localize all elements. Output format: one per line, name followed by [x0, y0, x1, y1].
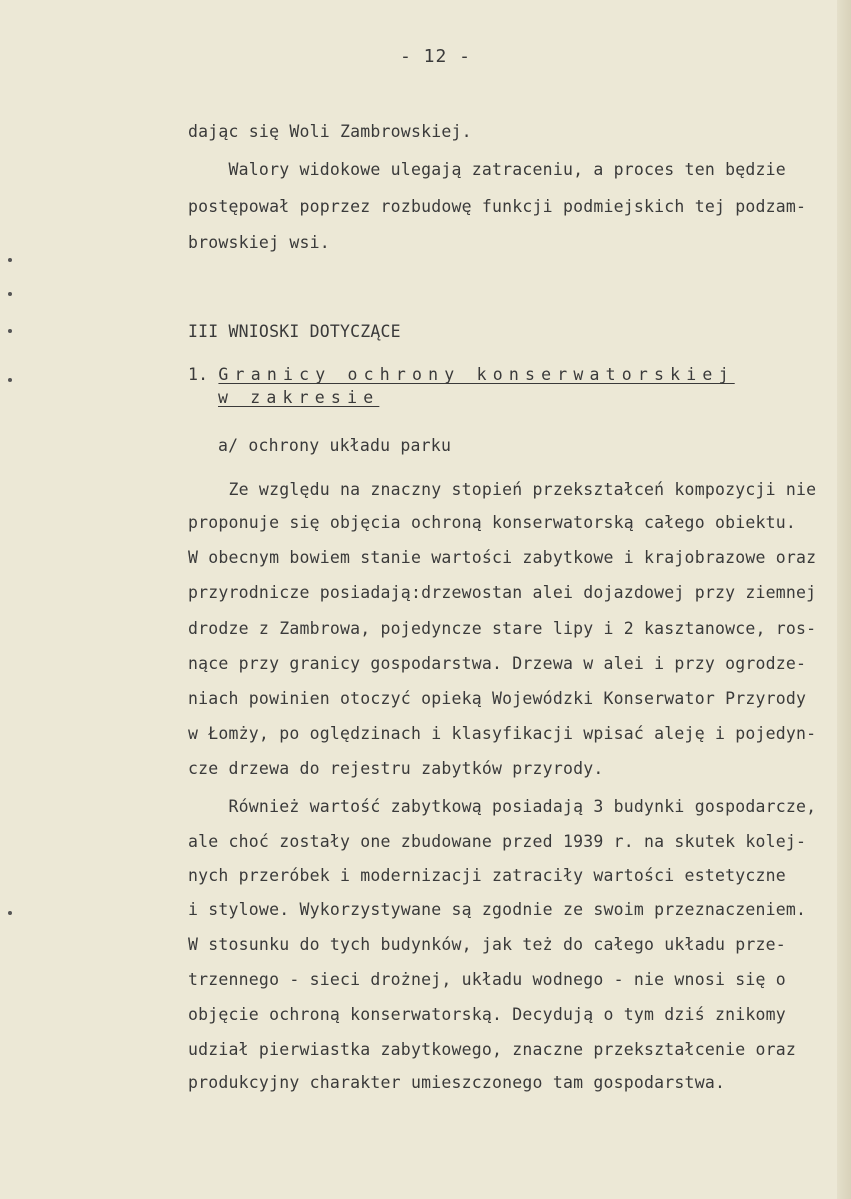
subsection-title-line2: w zakresie: [218, 388, 380, 407]
text-line: Również wartość zabytkową posiadają 3 budynki gospodarcze,: [188, 797, 817, 816]
text-line: objęcie ochroną konserwatorską. Decydują o tym dziś znikomy: [188, 1005, 786, 1024]
punch-mark: [8, 292, 12, 296]
page-number: - 12 -: [400, 46, 472, 67]
text-line: nące przy granicy gospodarstwa. Drzewa w alei i przy ogrodze-: [188, 654, 807, 673]
text-line: i stylowe. Wykorzystywane są zgodnie ze swoim przeznaczeniem.: [188, 900, 807, 919]
text-line: browskiej wsi.: [188, 233, 330, 252]
text-line: niach powinien otoczyć opieką Wojewódzki Konserwator Przyrody: [188, 689, 807, 708]
punch-mark: [8, 378, 12, 382]
text-line: proponuje się objęcia ochroną konserwatorską całego obiektu.: [188, 513, 797, 532]
text-line: produkcyjny charakter umieszczonego tam gospodarstwa.: [188, 1073, 726, 1092]
subsection-number: 1.: [188, 365, 209, 384]
text-line: drodze z Zambrowa, pojedyncze stare lipy i 2 kasztanowce, ros-: [188, 619, 817, 638]
text-line: cze drzewa do rejestru zabytków przyrody.: [188, 759, 604, 778]
punch-mark: [8, 258, 12, 262]
punch-mark: [8, 329, 12, 333]
sub-point: a/ ochrony układu parku: [218, 436, 452, 455]
text-line: udział pierwiastka zabytkowego, znaczne przekształcenie oraz: [188, 1040, 797, 1059]
text-line: trzennego - sieci drożnej, układu wodnego - nie wnosi się o: [188, 970, 786, 989]
text-line: W stosunku do tych budynków, jak też do całego układu prze-: [188, 935, 786, 954]
text-line: W obecnym bowiem stanie wartości zabytkowe i krajobrazowe oraz: [188, 548, 817, 567]
subsection-title-line2-row: [218, 388, 851, 408]
text-line: w Łomży, po oględzinach i klasyfikacji wpisać aleję i pojedyn-: [188, 724, 817, 743]
text-line: nych przeróbek i modernizacji zatraciły wartości estetyczne: [188, 866, 786, 885]
text-line: postępował poprzez rozbudowę funkcji podmiejskich tej podzam-: [188, 197, 807, 216]
punch-mark: [8, 911, 12, 915]
paper-edge: [837, 0, 851, 1199]
text-line: Ze względu na znaczny stopień przekształceń kompozycji nie: [188, 480, 817, 499]
text-line: dając się Woli Zambrowskiej.: [188, 122, 472, 141]
section-heading: III WNIOSKI DOTYCZĄCE: [188, 322, 401, 341]
subsection-title-line1: Granicy ochrony konserwatorskiej: [218, 365, 735, 384]
text-line: przyrodnicze posiadają:drzewostan alei dojazdowej przy ziemnej: [188, 583, 817, 602]
text-line: ale choć zostały one zbudowane przed 1939 r. na skutek kolej-: [188, 832, 807, 851]
text-line: Walory widokowe ulegają zatraceniu, a proces ten będzie: [188, 160, 786, 179]
subsection-title: [188, 365, 828, 385]
